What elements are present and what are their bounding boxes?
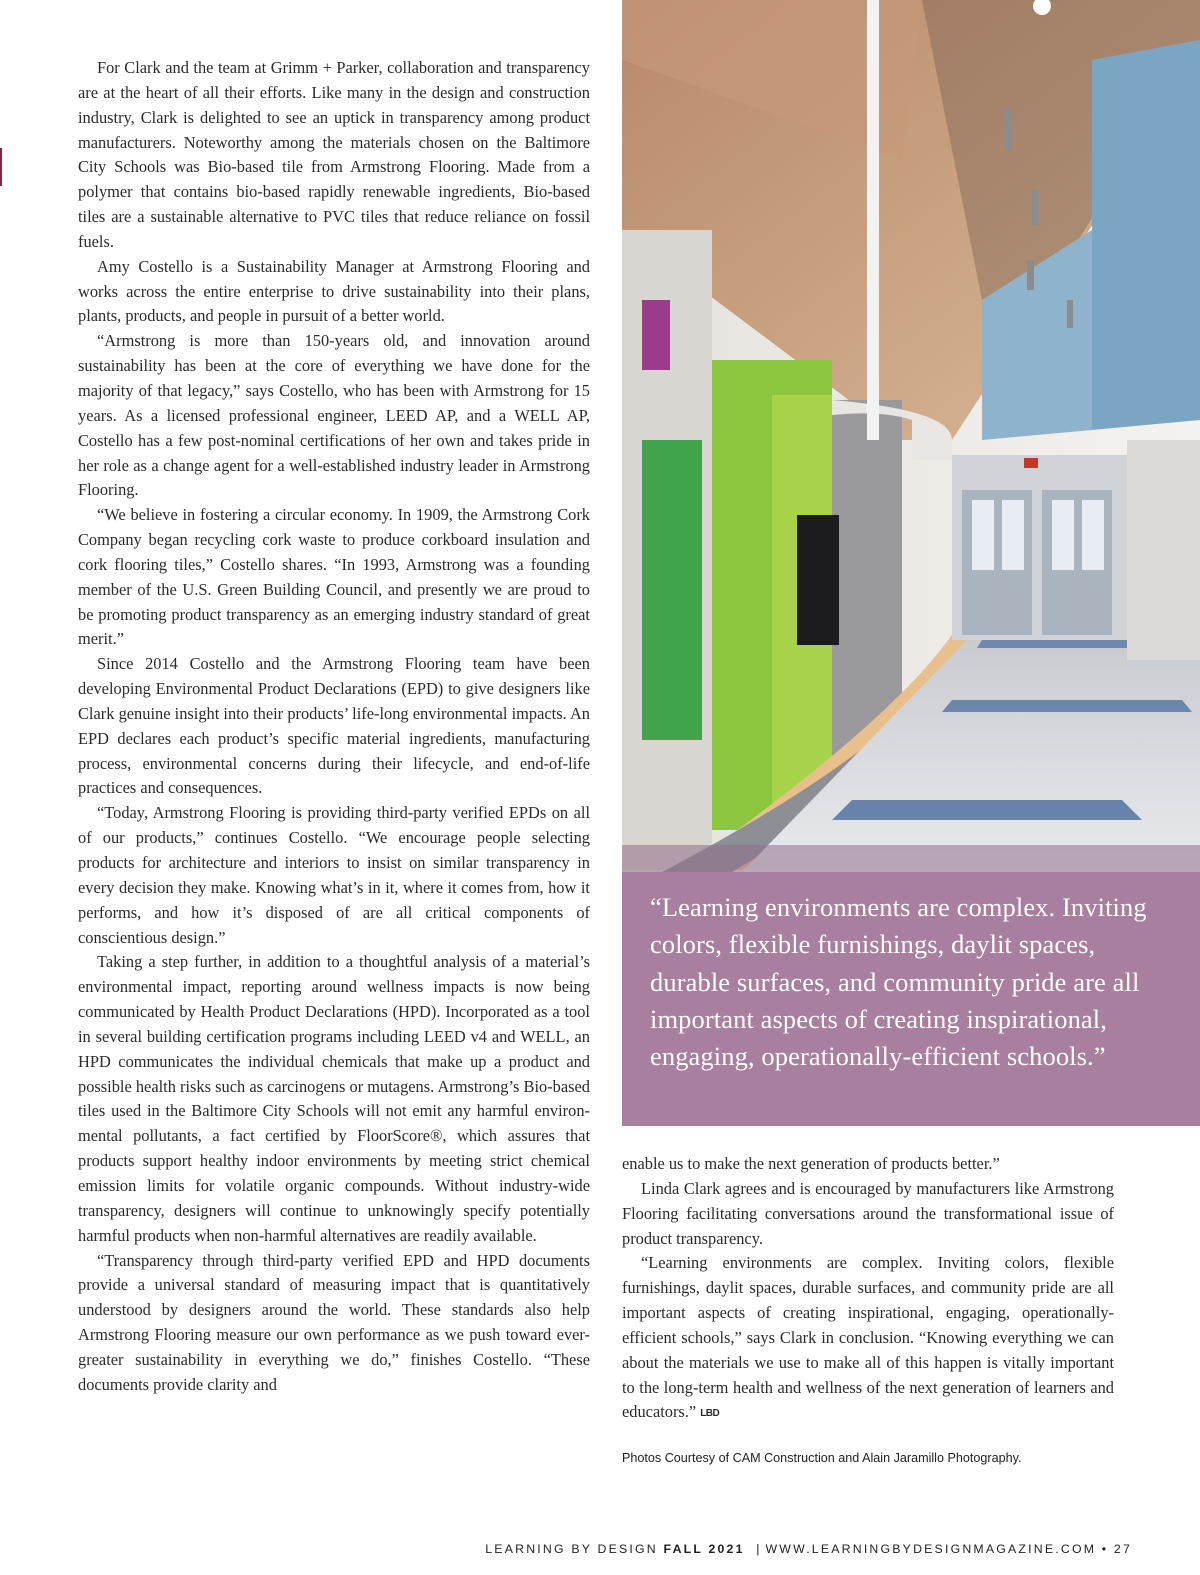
lbd-end-mark: LBD: [700, 1408, 720, 1420]
footer-magazine-name: LEARNING BY DESIGN: [485, 1542, 658, 1556]
photo-illustration: [622, 0, 1200, 872]
article-paragraph: enable us to make the next generation of products better.”: [622, 1154, 1000, 1173]
article-paragraph: “Transparency through third-party verified EPD and HPD documents provide a universal standard of measuring impact that is quantitatively understood by designers around the world. These standards also help Armstrong Flooring measure our own performance as we push toward ever-greater sustainability in everything we do,” finishes Costello. “These documents provide clarity and: [78, 1250, 590, 1394]
margin-marker: [0, 148, 2, 186]
article-paragraph: Amy Costello is a Sustainability Manager at Armstrong Flooring and works across the entire enterprise to drive sustainability into their plans, plants, products, and people in pursuit of a better world.: [78, 256, 590, 326]
school-corridor-photo: [622, 0, 1200, 872]
article-paragraph: Since 2014 Costello and the Armstrong Flooring team have been developing Environmental Product Declarations (EPD) to give designers like Clark genuine insight into their products’ life-long environmental impacts. An EPD declares each product’s specific material ingredients, manufacturing process, environmental concerns during their lifecycle, and end-of-life practices and consequences.: [78, 654, 590, 798]
article-paragraph-text: “Learning environments are complex. Inviting colors, flexible furnishings, daylit spaces, durable surfaces, and community pride are all important aspects of creating inspirational, engaging, operationally-efficient schools,” says Clark in conclusion. “Knowing everything we can about the materials we use to make all of this happen is vitally important to the long-term health and wellness of the next generation of learners and educators.”: [622, 1253, 1114, 1422]
footer-separator: |: [756, 1542, 760, 1556]
article-paragraph: Linda Clark agrees and is encouraged by manufacturers like Armstrong Flooring facilitating conversations around the transformational issue of product transparency.: [622, 1178, 1114, 1248]
footer-website: WWW.LEARNINGBYDESIGNMAGAZINE.COM: [765, 1542, 1097, 1556]
article-left-column: [78, 56, 590, 1398]
article-paragraph: “We believe in fostering a circular economy. In 1909, the Armstrong Cork Company began recycling cork waste to produce corkboard insulation and cork flooring tiles,” Costello shares. “In 1993, Armstrong was a founding member of the U.S. Green Building Council, and presently we are proud to be promoting product transparency as an emerging industry standard of great merit.”: [78, 505, 590, 649]
article-paragraph: “Today, Armstrong Flooring is providing third-party verified EPDs on all of our products,” continues Costello. “We encourage people selecting products for architecture and interiors to insist on similar transparency in every decision they make. Knowing what’s in it, where it comes from, how it performs, and how it’s disposed of are all critical components of conscientious design.”: [78, 803, 590, 947]
footer-issue: FALL 2021: [663, 1542, 745, 1556]
page-number: 27: [1113, 1542, 1132, 1556]
article-right-column: [622, 1152, 1114, 1427]
pull-quote-box: [622, 872, 1200, 1126]
article-paragraph: For Clark and the team at Grimm + Parker, collaboration and transparency are at the heart of all their efforts. Like many in the design and construction industry, Clark is delighted to see an uptick in transparency among product manufacturers. Noteworthy among the materials chosen on the Baltimore City Schools was Bio-based tile from Armstrong Flooring. Made from a polymer that contains bio-based rapidly renewable ingredients, Bio-based tiles are a sustainable alternative to PVC tiles that reduce reliance on fossil fuels.: [78, 58, 590, 251]
footer-bullet: •: [1101, 1542, 1109, 1556]
article-paragraph: “Armstrong is more than 150-years old, and innovation around sustainability has been at the core of everything we have done for the majority of that legacy,” says Costello, who has been with Armstrong for 15 years. As a licensed professional engineer, LEED AP, and a WELL AP, Costello has a few post-nominal certifications of her own and takes pride in her role as a change agent for a well-established industry leader in Armstrong Flooring.: [78, 331, 590, 500]
page-footer: [485, 1542, 1132, 1556]
photo-credit: Photos Courtesy of CAM Construction and Alain Jaramillo Photography.: [622, 1451, 1022, 1465]
article-paragraph: Taking a step further, in addition to a thoughtful analysis of a material’s environmental impact, reporting around wellness impacts is now being communicated by Health Product Declarations (HPD). Incorporated as a tool in several building certification programs including LEED v4 and WELL, an HPD communicates the individual chemicals that make up a product and possible health risks such as carcinogens or mutagens. Armstrong’s Bio-based tiles used in the Baltimore City Schools will not emit any harmful environmental pollutants, a fact certified by FloorScore®, which assures that products support healthy indoor environments by meeting strict chemical emission limits for volatile organic compounds. Without industry-wide transparency, designers will continue to unknowingly specify potentially harmful products when non-harmful alternatives are readily available.: [78, 952, 590, 1245]
article-paragraph: [622, 1251, 1114, 1427]
pull-quote: “Learning environments are complex. Inviting colors, flexible furnishings, daylit spaces, durable surfaces, and community pride are all important aspects of creating inspirational, engaging, operationally-efficient schools.”: [650, 892, 1147, 1072]
